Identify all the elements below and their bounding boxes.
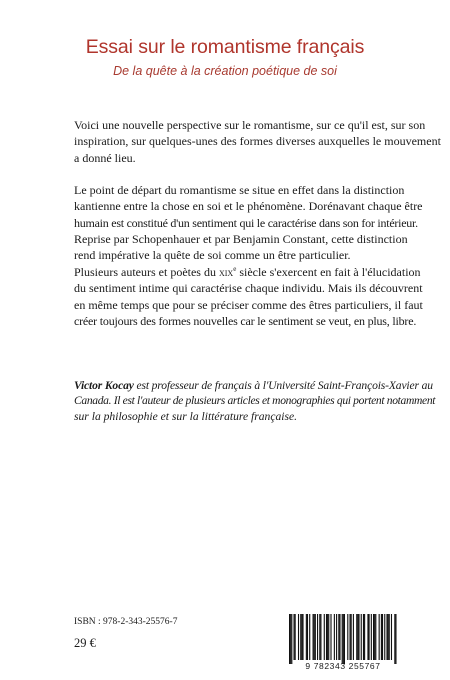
barcode-bar bbox=[344, 614, 345, 664]
text-line: inspiration, sur quelques-unes des formes diverses auxquelles le mouvement bbox=[74, 134, 441, 149]
barcode-bar bbox=[317, 614, 318, 660]
text-line bbox=[74, 264, 421, 280]
barcode-bar bbox=[319, 614, 320, 660]
barcode-bar bbox=[314, 614, 315, 660]
barcode-bar bbox=[290, 614, 291, 664]
barcode-bar bbox=[315, 614, 316, 660]
barcode-bar bbox=[351, 614, 352, 660]
book-subtitle: De la quête à la création poétique de soi bbox=[113, 64, 337, 78]
barcode-bar bbox=[363, 614, 364, 660]
text-line: Canada. Il est l'auteur de plusieurs articles et monographies qui portent notamment bbox=[74, 394, 436, 408]
barcode-bar bbox=[338, 614, 339, 660]
barcode-bar bbox=[357, 614, 358, 660]
barcode-bar bbox=[313, 614, 314, 660]
barcode-bar bbox=[381, 614, 382, 660]
text-line: Le point de départ du romantisme se situe en effet dans la distinction bbox=[74, 183, 405, 197]
barcode-bar bbox=[336, 614, 337, 660]
barcode-bar bbox=[369, 614, 370, 660]
barcode-bar bbox=[389, 614, 390, 660]
barcode-bar bbox=[326, 614, 327, 660]
price-label: 29 € bbox=[74, 636, 96, 650]
barcode-bar bbox=[307, 614, 308, 660]
barcode-bar bbox=[300, 614, 301, 660]
paragraph-kant bbox=[74, 182, 423, 263]
barcode-bar bbox=[342, 614, 343, 664]
barcode-bar bbox=[386, 614, 387, 660]
barcode-bar bbox=[394, 614, 395, 664]
barcode-bar bbox=[361, 614, 362, 660]
text-fragment: Plusieurs auteurs et poètes du bbox=[74, 265, 219, 279]
text-line: créer toujours des formes nouvelles car le sentiment se veut, en plus, libre. bbox=[74, 313, 417, 328]
text-line: Voici une nouvelle perspective sur le romantisme, sur ce qu'il est, sur son bbox=[74, 118, 426, 132]
text-fragment: est professeur de français à l'Université Saint-François-Xavier au bbox=[133, 379, 433, 392]
barcode-bar bbox=[353, 614, 354, 660]
text-line: du sentiment intime qui caractérise chaque individu. Mais ils découvrent bbox=[74, 281, 423, 296]
text-line: a donné lieu. bbox=[74, 150, 136, 165]
barcode-bar bbox=[384, 614, 385, 660]
barcode-bar bbox=[320, 614, 321, 660]
text-line: rend impérative la quête de soi comme un être particulier. bbox=[74, 248, 351, 263]
barcode-bar bbox=[375, 614, 376, 660]
century-numeral: xix bbox=[218, 265, 234, 279]
paragraph-poets bbox=[74, 264, 423, 329]
barcode-bar bbox=[373, 614, 374, 660]
barcode-bar bbox=[343, 614, 344, 664]
author-name: Victor Kocay bbox=[74, 379, 134, 392]
barcode-bar bbox=[388, 614, 389, 660]
text-line: sur la philosophie et sur la littérature française. bbox=[74, 409, 298, 423]
barcode-bar bbox=[356, 614, 357, 660]
barcode-bar bbox=[371, 614, 372, 660]
barcode-bar bbox=[330, 614, 331, 660]
barcode-bar bbox=[379, 614, 380, 660]
barcode-bar bbox=[289, 614, 290, 664]
barcode-bar bbox=[395, 614, 396, 664]
barcode-bar bbox=[364, 614, 365, 660]
barcode-bar bbox=[382, 614, 383, 660]
barcode-digits: 9 782343 255767 bbox=[305, 661, 381, 671]
barcode-bar bbox=[391, 614, 392, 660]
paragraph-intro bbox=[74, 117, 441, 166]
barcode-bar bbox=[306, 614, 307, 660]
barcode-bar bbox=[324, 614, 325, 660]
text-line: Reprise par Schopenhauer et par Benjamin Constant, cette distinction bbox=[74, 231, 408, 246]
barcode-bar bbox=[367, 614, 368, 660]
barcode-bars bbox=[289, 614, 397, 664]
barcode-bar bbox=[298, 614, 299, 660]
text-fragment: siècle s'exercent en fait à l'élucidation bbox=[236, 265, 421, 279]
barcode-bar bbox=[291, 614, 292, 664]
barcode-bar bbox=[309, 614, 310, 660]
barcode-bar bbox=[293, 614, 294, 660]
barcode-bar bbox=[349, 614, 350, 660]
barcode-bar bbox=[295, 614, 296, 660]
barcode-bar bbox=[334, 614, 335, 660]
text-line bbox=[74, 378, 433, 393]
book-title: Essai sur le romantisme français bbox=[85, 36, 365, 58]
text-line: en même temps que pour se préciser comme des êtres particuliers, il faut bbox=[74, 297, 423, 312]
barcode-bar bbox=[339, 614, 340, 660]
barcode-bar bbox=[328, 614, 329, 660]
century-superscript: e bbox=[233, 265, 237, 273]
text-line: humain est constitué d'un sentiment qui le caractérise dans son for intérieur. bbox=[74, 215, 418, 230]
barcode-bar bbox=[347, 614, 348, 660]
author-bio bbox=[74, 378, 436, 424]
barcode-bar bbox=[327, 614, 328, 660]
barcode-bar bbox=[302, 614, 303, 660]
isbn-label: ISBN : 978-2-343-25576-7 bbox=[74, 617, 178, 627]
text-line: kantienne entre la chose en soi et le phénomène. Dorénavant chaque être bbox=[74, 199, 423, 214]
barcode-bar bbox=[374, 614, 375, 660]
barcode-bar bbox=[301, 614, 302, 660]
barcode-bar bbox=[358, 614, 359, 660]
